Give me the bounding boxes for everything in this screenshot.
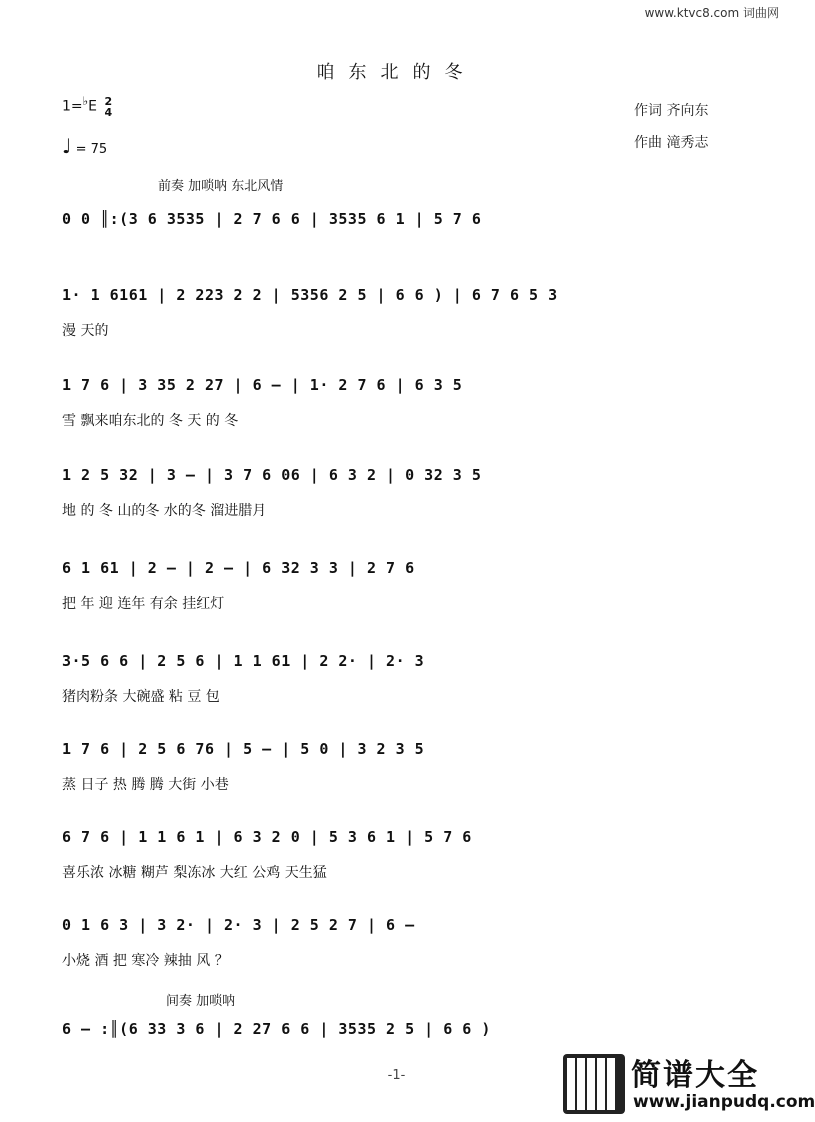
row-notes: 0 0 ║:(3 6 3535 | 2 7 6 6 | 3535 6 1 | 5 7 6 [62, 210, 482, 228]
row-notes: 6 7 6 | 1 1 6 1 | 6 3 2 0 | 5 3 6 1 | 5 7 6 [62, 828, 472, 846]
page-number: -1- [387, 1068, 406, 1083]
row-lyrics: 把 年 迎 连年 有余 挂红灯 [62, 596, 225, 612]
row-notes: 3·5 6 6 | 2 5 6 | 1 1 61 | 2 2· | 2· 3 [62, 652, 425, 670]
row-notes: 1 2 5 32 | 3 – | 3 7 6 06 | 6 3 2 | 0 32 3 5 [62, 466, 482, 484]
key-signature [62, 94, 112, 118]
row-lyrics: 漫 天的 [62, 323, 109, 339]
score-row-4 [62, 462, 734, 519]
song-title: 咱东北的冬 [316, 62, 477, 83]
quarter-note-icon: ♩ [62, 134, 72, 158]
logo-url: www.jianpudq.com [633, 1092, 815, 1112]
key-flat: ♭ [82, 94, 89, 108]
time-signature [104, 96, 112, 118]
intro-annotation: 前奏 加唢呐 东北风情 [158, 179, 284, 194]
time-denominator: 4 [104, 105, 113, 119]
row-notes: 1· 1 6161 | 2 223 2 2 | 5356 2 5 | 6 6 ) | 6 7 6 5 3 [62, 286, 558, 304]
interlude-annotation: 间奏 加唢呐 [166, 994, 236, 1009]
tempo-value: = 75 [75, 142, 108, 157]
piano-keys-icon [563, 1054, 625, 1114]
site-watermark: www.ktvc8.com 词曲网 [644, 6, 779, 20]
row-notes: 6 1 61 | 2 – | 2 – | 6 32 3 3 | 2 7 6 [62, 559, 415, 577]
row-lyrics: 蒸 日子 热 腾 腾 大街 小巷 [62, 777, 229, 793]
score-row-6 [62, 648, 734, 705]
row-notes: 1 7 6 | 2 5 6 76 | 5 – | 5 0 | 3 2 3 5 [62, 740, 425, 758]
score-row-1 [62, 206, 734, 246]
time-numerator: 2 [104, 94, 113, 108]
row-lyrics: 喜乐浓 冰糖 糊芦 梨冻冰 大红 公鸡 天生猛 [62, 865, 327, 881]
row-notes: 6 – :║(6 33 3 6 | 2 27 6 6 | 3535 2 5 | 6 6 ) [62, 1020, 491, 1038]
row-lyrics: 小烧 酒 把 寒冷 辣抽 风 ？ [62, 953, 229, 969]
key-note: E [88, 98, 97, 115]
score-row-2 [62, 282, 734, 339]
row-notes: 1 7 6 | 3 35 2 27 | 6 – | 1· 2 7 6 | 6 3 5 [62, 376, 463, 394]
row-lyrics: 地 的 冬 山的冬 水的冬 溜进腊月 [62, 503, 267, 519]
tempo-mark [62, 134, 107, 158]
logo-name: 简谱大全 [631, 1058, 759, 1093]
score-row-5 [62, 555, 734, 612]
score-row-7 [62, 736, 734, 793]
row-lyrics: 猪肉粉条 大碗盛 粘 豆 包 [62, 689, 220, 705]
lyricist-credit: 作词 齐向东 [634, 103, 709, 119]
row-lyrics: 雪 飘来咱东北的 冬 天 的 冬 [62, 413, 239, 429]
jianpu-logo [563, 1050, 815, 1120]
row-notes: 0 1 6 3 | 3 2· | 2· 3 | 2 5 2 7 | 6 – [62, 916, 415, 934]
score-row-3 [62, 372, 734, 429]
composer-credit: 作曲 滝秀志 [634, 135, 709, 151]
score-row-8 [62, 824, 734, 881]
key-prefix: 1= [62, 98, 83, 115]
score-row-9 [62, 912, 734, 969]
